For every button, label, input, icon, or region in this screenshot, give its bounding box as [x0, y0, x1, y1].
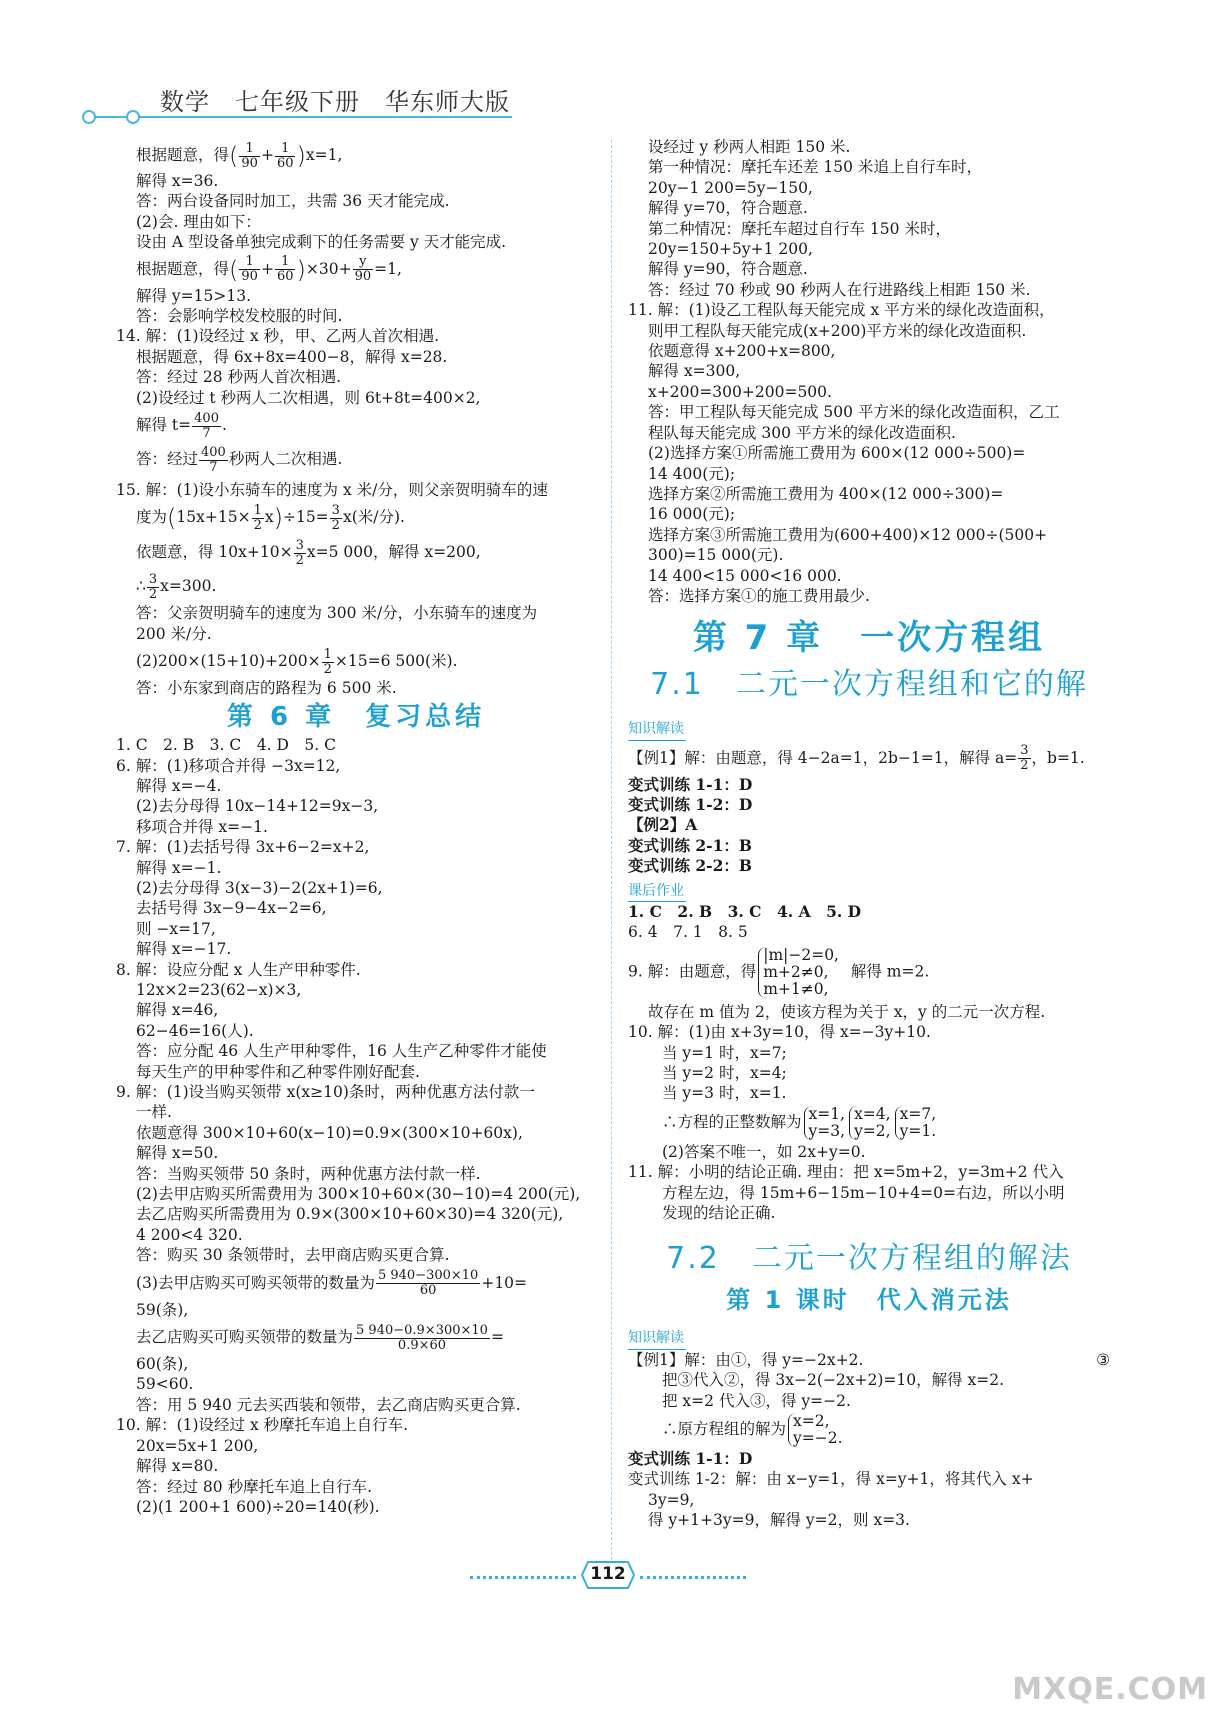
text-line: (2)去甲店购买所需费用为 300×10+60×(30−10)=4 200(元),: [136, 1185, 581, 1204]
text-line: 解得 y=90，符合题意.: [648, 260, 808, 279]
chapter-7-heading: 第 7 章 一次方程组: [692, 618, 1046, 659]
text-line: 【例2】A: [628, 815, 698, 835]
text-line: 答：经过 28 秒两人首次相遇.: [136, 368, 342, 387]
text-line: 20y=150+5y+1 200,: [648, 240, 813, 259]
text-line: 300)=15 000(元).: [648, 546, 784, 565]
header-rule: [92, 116, 512, 118]
eq-line: 9. 解：由题意，得 |m|−2=0, m+2≠0, m+1≠0, 解得 m=2.: [628, 945, 930, 998]
text-line: 变式训练 1-1：D: [628, 774, 753, 794]
knowledge-tag: 知识解读: [628, 1328, 686, 1349]
question-11: 11. 解：小明的结论正确. 理由：把 x=5m+2，y=3m+2 代入: [628, 1163, 1064, 1182]
text-line: 答：经过 80 秒摩托车追上自行车.: [136, 1477, 373, 1496]
homework-tag: 课后作业: [628, 881, 686, 902]
header-rule-dot: [126, 110, 140, 124]
chapter-6-heading: 第 6 章 复习总结: [226, 701, 486, 732]
text-line: 根据题意，得 6x+8x=400−8，解得 x=28.: [136, 347, 448, 366]
text-line: 把 x=2 代入③，得 y=−2.: [662, 1391, 851, 1410]
column-divider: [611, 140, 612, 1560]
text-line: 变式训练 1-1：D: [628, 1448, 753, 1468]
text-line: (2)去分母得 3(x−3)−2(2x+1)=6,: [136, 878, 383, 897]
text-line: 发现的结论正确.: [662, 1204, 776, 1223]
text-line: 解得 x=−17.: [136, 940, 232, 959]
text-line: 答：当购买领带 50 条时，两种优惠方法付款一样.: [136, 1164, 481, 1183]
right-column: [628, 137, 1110, 1531]
text-line: 答：选择方案①的施工费用最少.: [648, 586, 870, 605]
text-line: 14 400(元);: [648, 464, 736, 483]
eq-line: 依题意，得 10x+10× $\frac{3}{2}$ x=5 000，解得 x=200,: [136, 537, 481, 568]
eq-line: 【例1】解：由题意，得 4−2a=1，2b−1=1，解得 a= $\frac{3}{2}$ ，b=1.: [628, 743, 1085, 774]
text-line: 解得 x=36.: [136, 172, 219, 190]
text-line: 依题意得 300×10+60(x−10)=0.9×(300×10+60x),: [136, 1123, 523, 1142]
question-11: 11. 解：(1)设乙工程队每天能完成 x 平方米的绿化改造面积，: [628, 301, 1055, 320]
text-line: 方程左边，得 15m+6−15m−10+4=0=右边，所以小明: [662, 1183, 1065, 1202]
text-line: 设由 A 型设备单独完成剩下的任务需要 y 天才能完成.: [136, 233, 507, 252]
text-line: 60(条),: [136, 1355, 189, 1374]
text-line: 答：小东家到商店的路程为 6 500 米.: [136, 679, 397, 698]
text-line: (2)去分母得 10x−14+12=9x−3,: [136, 797, 379, 816]
header-title: 数学 七年级下册 华东师大版: [160, 88, 510, 116]
text-line: 200 米/分.: [136, 624, 212, 643]
text-line: 16 000(元);: [648, 505, 736, 524]
text-line: 答：应分配 46 人生产甲种零件，16 人生产乙种零件才能使: [136, 1042, 547, 1061]
text-line: (2)会. 理由如下：: [136, 212, 261, 231]
text-line: (2)选择方案①所需施工费用为 600×(12 000÷500)=: [648, 444, 1026, 463]
text-line: 变式训练 1-2：解：由 x−y=1，得 x=y+1，将其代入 x+: [628, 1470, 1034, 1489]
eq-line: ∴原方程组的解为 x=2, y=−2.: [662, 1411, 843, 1447]
text-line: 答：父亲贺明骑车的速度为 300 米/分，小东骑车的速度为: [136, 604, 538, 623]
text-line: 解得 x=46,: [136, 1001, 219, 1020]
text-line: 62−46=16(人).: [136, 1021, 254, 1040]
text-line: 程队每天能完成 300 平方米的绿化改造面积.: [648, 423, 956, 442]
question-6: 6. 解：(1)移项合并得 −3x=12,: [116, 756, 341, 775]
text-line: 设经过 y 秒两人相距 150 米.: [648, 138, 851, 156]
text-line: 一样.: [136, 1103, 172, 1122]
text-line: 解得 x=300,: [648, 362, 741, 381]
watermark: MXQE.COM: [1012, 1672, 1208, 1707]
text-line: 20y−1 200=5y−150,: [648, 178, 813, 197]
eq-line: 去乙店购买可购买领带的数量为 $\frac{5 940-0.9\times 300\times 10}{0.9\times 60}$ =: [136, 1322, 504, 1353]
text-line: 答：会影响学校发校服的时间.: [136, 307, 343, 326]
text-line: (2)答案不唯一，如 2x+y=0.: [662, 1142, 866, 1161]
equation-system: |m|−2=0, m+2≠0, m+1≠0,: [758, 947, 839, 998]
text-line: 选择方案②所需施工费用为 400×(12 000÷300)=: [648, 484, 1004, 503]
text-line: 变式训练 2-2：B: [628, 856, 753, 876]
text-line: 14 400<15 000<16 000.: [648, 566, 842, 585]
text-line: 解得 x=50.: [136, 1144, 219, 1163]
text-line: 移项合并得 x=−1.: [136, 817, 268, 836]
question-10: 10. 解：(1)设经过 x 秒摩托车追上自行车.: [116, 1416, 409, 1435]
text-line: 依题意得 x+200+x=800,: [648, 342, 836, 361]
text-line: x+200=300+200=500.: [648, 382, 832, 401]
eq-line: (2)200×(15+10)+200× $\frac{1}{2}$ ×15=6 500(米).: [136, 646, 458, 677]
text-line: 【例1】解：由①，得 y=−2x+2. ③: [628, 1350, 1110, 1369]
eq-line: 根据题意，得( $\frac{1}{90}$ + $\frac{1}{60}$ )×30+ $\frac{y}{90}$ =1,: [136, 254, 402, 285]
text-line: 则 −x=17,: [136, 919, 216, 938]
page-number-badge: [580, 1560, 636, 1590]
eq-line: 根据题意，得( $\frac{1}{90}$ + $\frac{1}{60}$ )x=1,: [136, 140, 343, 171]
eq-line: ∴ $\frac{3}{2}$ x=300.: [136, 571, 217, 602]
text-line: (2)设经过 t 秒两人二次相遇，则 6t+8t=400×2,: [136, 388, 481, 407]
question-14: 14. 解：(1)设经过 x 秒，甲、乙两人首次相遇.: [116, 327, 440, 346]
text-line: 3y=9,: [648, 1490, 695, 1509]
text-line: 去括号得 3x−9−4x−2=6,: [136, 899, 327, 918]
eq-line: 答：经过 $\frac{400}{7}$ 秒两人二次相遇.: [136, 444, 343, 475]
text-line: 则甲工程队每天能完成(x+200)平方米的绿化改造面积.: [648, 321, 1027, 340]
text-line: 变式训练 1-2：D: [628, 794, 753, 814]
text-line: (2)(1 200+1 600)÷20=140(秒).: [136, 1497, 380, 1516]
question-9: 9. 解：(1)设当购买领带 x(x≥10)条时，两种优惠方法付款一: [116, 1083, 535, 1101]
eq-line: (3)去甲店购买可购买领带的数量为 $\frac{5 940-300\times 10}{60}$ +10=: [136, 1268, 528, 1299]
answers-1-5: 1. C 2. B 3. C 4. D 5. C: [116, 736, 336, 755]
text-line: 把③代入②，得 3x−2(−2x+2)=10，解得 x=2.: [662, 1371, 1005, 1390]
text-line: 解得 y=70，符合题意.: [648, 199, 808, 218]
text-line: 20x=5x+1 200,: [136, 1436, 259, 1455]
knowledge-tag: 知识解读: [628, 719, 686, 740]
question-10: 10. 解：(1)由 x+3y=10，得 x=−3y+10.: [628, 1023, 931, 1042]
page-number-dots: [470, 1576, 576, 1579]
text-line: 答：用 5 940 元去买西装和领带，去乙商店购买更合算.: [136, 1395, 521, 1414]
question-8: 8. 解：设应分配 x 人生产甲种零件.: [116, 960, 361, 979]
eq-line: 度为(15x+15× $\frac{1}{2}$ x)÷15= $\frac{3}{2}$ x(米/分).: [136, 502, 405, 533]
text-line: 故存在 m 值为 2，使该方程为关于 x，y 的二元一次方程.: [648, 1002, 1046, 1021]
text-line: 当 y=3 时，x=1.: [662, 1084, 787, 1103]
text-line: 答：两台设备同时加工，共需 36 天才能完成.: [136, 192, 450, 211]
left-column: [116, 140, 596, 1517]
text-line: 解得 x=−1.: [136, 858, 222, 877]
text-line: 第二种情况：摩托车超过自行车 150 米时，: [648, 219, 951, 238]
text-line: 选择方案③所需施工费用为(600+400)×12 000÷(500+: [648, 525, 1048, 544]
text-line: 答：甲工程队每天能完成 500 平方米的绿化改造面积，乙工: [648, 403, 1060, 422]
text-line: 解得 y=15>13.: [136, 286, 252, 305]
text-line: 4 200<4 320.: [136, 1225, 243, 1244]
question-15: 15. 解：(1)设小东骑车的速度为 x 米/分，则父亲贺明骑车的速: [116, 481, 548, 500]
page-number-dots: [640, 1576, 746, 1579]
text-line: 去乙店购买所需费用为 0.9×(300×10+60×30)=4 320(元),: [136, 1205, 564, 1224]
text-line: 当 y=2 时，x=4;: [662, 1064, 787, 1083]
text-line: 每天生产的甲种零件和乙种零件刚好配套.: [136, 1062, 420, 1081]
eq-line: 解得 t= $\frac{400}{7}$ .: [136, 410, 227, 441]
text-line: 变式训练 2-1：B: [628, 835, 753, 855]
header-rule-dot: [82, 110, 96, 124]
section-7-2-heading: 7.2 二元一次方程组的解法: [666, 1241, 1072, 1277]
text-line: 解得 x=80.: [136, 1457, 219, 1476]
answers-6-8: 6. 4 7. 1 8. 5: [628, 923, 748, 942]
text-line: 第一种情况：摩托车还差 150 米追上自行车时，: [648, 158, 982, 177]
text-line: 解得 x=−4.: [136, 776, 222, 795]
text-line: 答：经过 70 秒或 90 秒两人在行进路线上相距 150 米.: [648, 280, 1031, 299]
lesson-1-heading: 第 1 课时 代入消元法: [726, 1285, 1012, 1314]
eq-line: ∴方程的正整数解为 x=1, y=3, x=4, y=2, x=7, y=1.: [662, 1104, 937, 1140]
text-line: 59<60.: [136, 1375, 194, 1394]
text-line: 答：购买 30 条领带时，去甲商店购买更合算.: [136, 1246, 450, 1265]
text-line: 59(条),: [136, 1300, 189, 1319]
section-7-1-heading: 7.1 二元一次方程组和它的解: [650, 666, 1088, 702]
text-line: 12x×2=23(62−x)×3,: [136, 980, 302, 999]
question-7: 7. 解：(1)去括号得 3x+6−2=x+2,: [116, 838, 370, 857]
answers-1-5: 1. C 2. B 3. C 4. A 5. D: [628, 902, 862, 921]
text-line: 得 y+1+3y=9，解得 y=2，则 x=3.: [648, 1511, 910, 1530]
page-number: 112: [590, 1564, 626, 1584]
text-line: 当 y=1 时，x=7;: [662, 1043, 787, 1062]
